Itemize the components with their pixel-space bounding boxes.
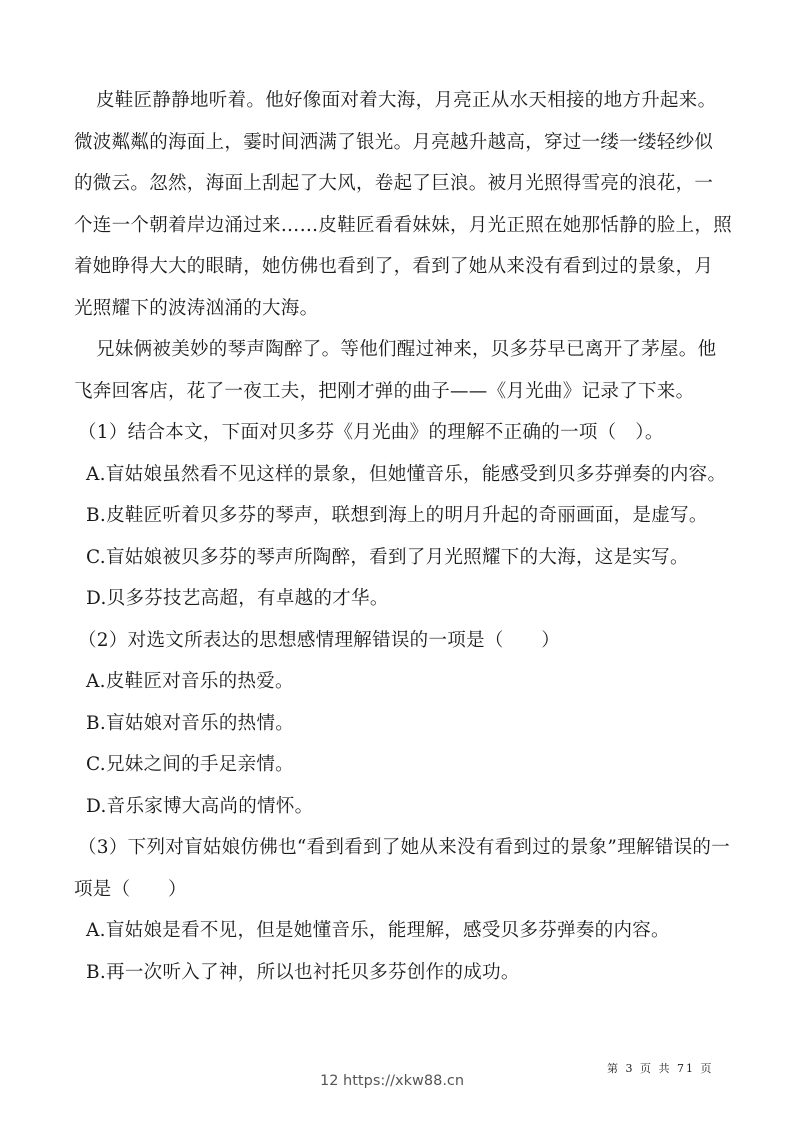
passage-line: 个连一个朝着岸边涌过来……皮鞋匠看看妹妹，月光正照在她那恬静的脸上，照 [74, 214, 733, 236]
question-2 [74, 620, 722, 828]
passage-line: 的微云。忽然，海面上刮起了大风，卷起了巨浪。被月光照得雪亮的浪花，一 [74, 173, 714, 194]
option-a: A.盲姑娘是看不见，但是她懂音乐，能理解，感受贝多芬弹奏的内容。 [86, 920, 670, 941]
watermark-url: 12 https://xkw88.cn [320, 1073, 465, 1089]
option-b: B.盲姑娘对音乐的热情。 [86, 712, 295, 734]
passage-line: 光照耀下的波涛汹涌的大海。 [74, 297, 319, 319]
question-3 [74, 827, 730, 993]
question-stem: （1）结合本文，下面对贝多芬《月光曲》的理解不正确的一项（ ）。 [78, 422, 664, 443]
option-b: B.再一次听入了神，所以也衬托贝多芬创作的成功。 [86, 961, 520, 983]
option-b: B.皮鞋匠听着贝多芬的琴声，联想到海上的明月升起的奇丽画面，是虚写。 [86, 505, 708, 526]
page-number-indicator: 第 3 页 共 71 页 [607, 1062, 714, 1075]
passage-paragraph-2 [74, 329, 722, 412]
passage-line: 微波粼粼的海面上，霎时间洒满了银光。月亮越升越高，穿过一缕一缕轻纱似 [74, 131, 714, 153]
question-1 [74, 412, 727, 620]
page-content [74, 80, 733, 993]
passage-line: 皮鞋匠静静地听着。他好像面对着大海，月亮正从水天相接的地方升起来。 [96, 90, 717, 111]
option-a: A.皮鞋匠对音乐的热爱。 [86, 671, 294, 692]
option-c: C.兄妹之间的手足亲情。 [86, 754, 294, 775]
option-c: C.盲姑娘被贝多芬的琴声所陶醉，看到了月光照耀下的大海，这是实写。 [86, 546, 689, 568]
passage-paragraph-1 [74, 80, 733, 329]
passage-line: 着她睁得大大的眼睛，她仿佛也看到了，看到了她从来没有看到过的景象，月 [74, 256, 714, 277]
question-stem: （2）对选文所表达的思想感情理解错误的一项是（ ） [78, 629, 561, 651]
option-d: D.贝多芬技艺高超，有卓越的才华。 [86, 588, 389, 609]
option-d: D.音乐家博大高尚的情怀。 [86, 795, 314, 817]
passage-line: 兄妹俩被美妙的琴声陶醉了。等他们醒过神来，贝多芬早已离开了茅屋。他 [96, 339, 717, 360]
passage-line: 飞奔回客店，花了一夜工夫，把刚才弹的曲子——《月光曲》记录了下来。 [74, 380, 695, 402]
question-stem-continued: 项是（ ） [74, 878, 187, 900]
option-a: A.盲姑娘虽然看不见这样的景象，但她懂音乐，能感受到贝多芬弹奏的内容。 [86, 463, 727, 485]
question-stem: （3）下列对盲姑娘仿佛也“看到看到了她从来没有看到过的景象”理解错误的一 [78, 837, 730, 858]
